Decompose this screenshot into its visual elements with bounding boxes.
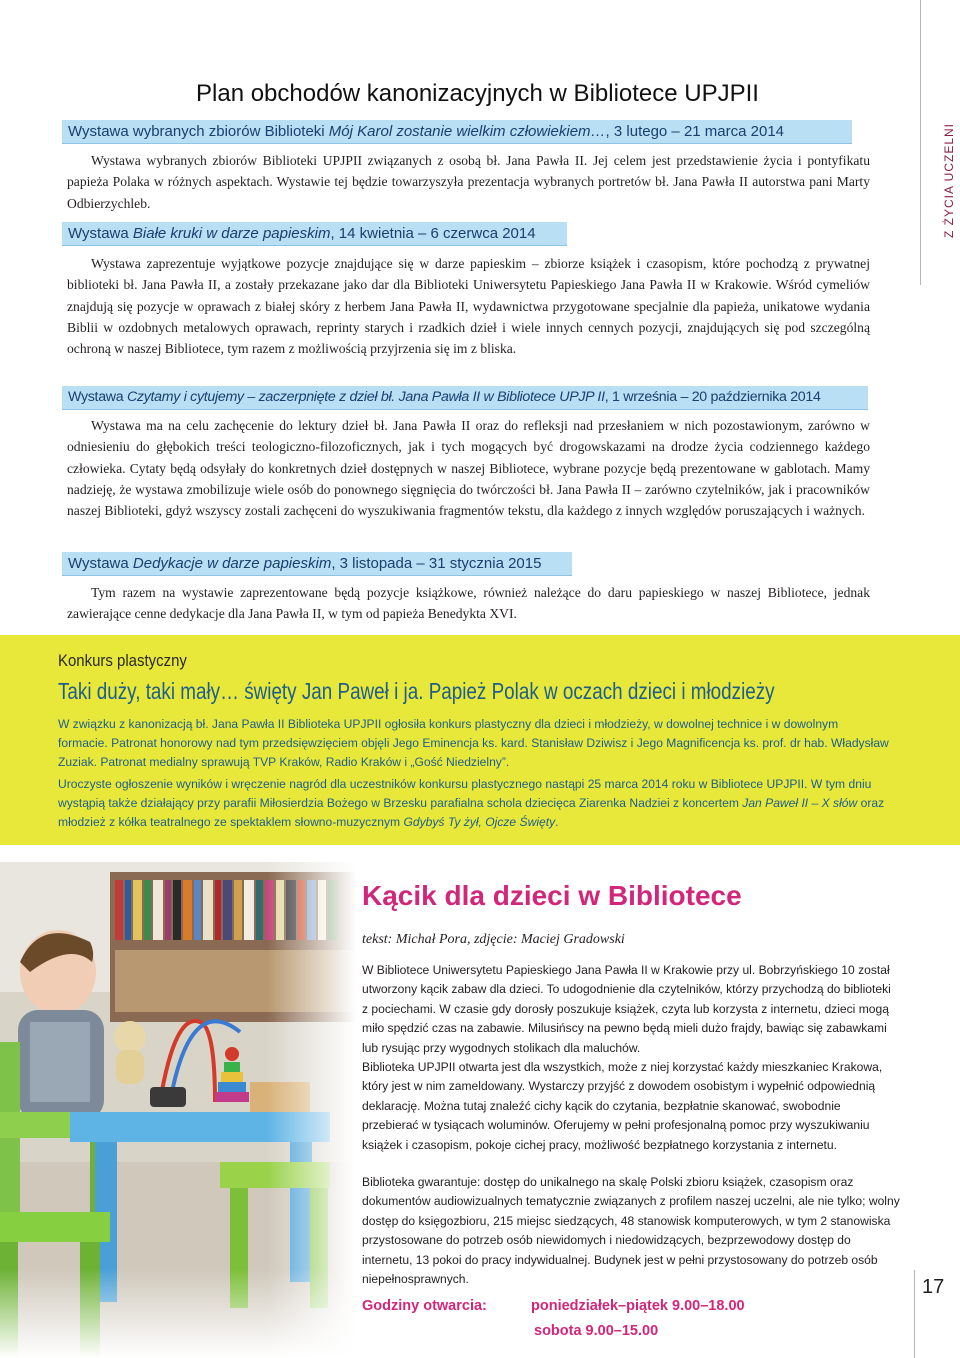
exhibition-heading-3-title: Czytamy i cytujemy – zaczerpnięte z dzieł bł. Jana Pawła II w Bibliotece UPJP II bbox=[126, 389, 605, 405]
section-side-label: Z ŻYCIA UCZELNI bbox=[942, 122, 956, 238]
exhibition-heading-2-pre: Wystawa bbox=[68, 225, 133, 242]
kids-paragraph-3: Biblioteka gwarantuje: dostęp do unikalnego na skalę Polski zbioru książek, czasopism oraz dokumentów audiowizualnych tematycznie związanych z profilem naszej uczelni, ale nie tylko; wolny dostęp do księgozbioru, 215 miejsc siedzących, 48 stanowisk komputerowych, w tym 2 stanowiska przystosowane do potrzeb osób niewidomych i niedowidzących, bezprzewodowy dostęp do internetu, 13 pokoi do pracy indywidualnej. Budynek jest w pełni przystosowany do potrzeb osób niepełnosprawnych. bbox=[362, 1175, 900, 1287]
page-number-rule bbox=[914, 1270, 915, 1358]
kids-corner-photo bbox=[0, 862, 356, 1358]
exhibition-text-1-body: Wystawa wybranych zbiorów Biblioteki UPJPII związanych z osobą bł. Jana Pawła II. Jej celem jest przedstawienie życia i pontyfikatu papieża Polaka w różnych aspektach. Wystawie tej będzie towarzyszyła prezentacja wybranych portretów bł. Jana Pawła II autorstwa pani Marty Odbierzychleb. bbox=[67, 153, 870, 211]
contest-paragraph-1: W związku z kanonizacją bł. Jana Pawła II Biblioteka UPJPII ogłosiła konkurs plastyczny dla dzieci i młodzieży, w dowolnej technice i w dowolnym formacie. Patronat honorowy nad tym przedsięwzięciem objęli Jego Eminencja ks. kard. Stanisław Dziwisz i Jego Magnificencja ks. prof. dr hab. Władysław Zuziak. Patronat medialny sprawują TVP Kraków, Radio Kraków i „Gość Niedzielny”. bbox=[58, 717, 889, 769]
contest-title: Taki duży, taki mały… święty Jan Paweł i ja. Papież Polak w oczach dzieci i młodzieży bbox=[58, 678, 775, 704]
exhibition-heading-3-pre: Wystawa bbox=[68, 389, 127, 405]
exhibition-heading-3-dates: , 1 września – 20 października 2014 bbox=[604, 389, 821, 405]
contest-p2-b: oraz młodzież z kółka teatralnego ze spektaklem słowno-muzycznym bbox=[58, 796, 885, 829]
exhibition-heading-4 bbox=[62, 552, 572, 576]
contest-concert-title: Jan Paweł II – X słów bbox=[742, 796, 858, 810]
kids-paragraph-1: W Bibliotece Uniwersytetu Papieskiego Jana Pawła II w Krakowie przy ul. Bobrzyńskiego 10 został utworzony kącik zabaw dla dzieci. To udogodnienie dla czytelników, którzy przychodzą do biblioteki z pociechami. W czasie gdy dorosły poszukuje książek, czyta lub korzysta z internetu, dzieci mogą miło spędzić czas na zabawie. Milusińscy na pewno będą mieli dużo frajdy, bawiąc się zabawkami lub rysując przy wygodnych stolikach dla maluchów. bbox=[362, 963, 891, 1055]
kids-paragraph-2: Biblioteka UPJPII otwarta jest dla wszystkich, może z niej korzystać każdy mieszkaniec Krakowa, który jest w nim zameldowany. Wystarczy przyjść z dowodem osobistym i wypełnić odpowiednią deklarację. Można tutaj znaleźć cichy kącik do czytania, bezpłatnie skanować, swobodnie przebierać w tysiącach woluminów. Oferujemy w pełni profesjonalną pomoc przy wyszukiwaniu książek i czasopism, pokoje cichej pracy, możliwość bezpłatnego korzystania z internetu. bbox=[362, 1060, 883, 1152]
page-title: Plan obchodów kanonizacyjnych w Bibliotece UPJPII bbox=[196, 80, 759, 107]
exhibition-heading-2-dates: , 14 kwietnia – 6 czerwca 2014 bbox=[330, 225, 536, 242]
opening-hours-label: Godziny otwarcia: bbox=[362, 1298, 487, 1314]
exhibition-text-3 bbox=[67, 415, 870, 521]
exhibition-heading-1-dates: , 3 lutego – 21 marca 2014 bbox=[605, 123, 785, 140]
kids-corner-title: Kącik dla dzieci w Bibliotece bbox=[362, 880, 742, 911]
exhibition-text-4-body: Tym razem na wystawie zaprezentowane będą pozycje książkowe, również należące do daru papieskiego w naszej Bibliotece, jednak zawierające cenne dedykacje dla Jana Pawła II, w tym od papieża Benedykta XVI. bbox=[67, 585, 870, 622]
exhibition-heading-1 bbox=[62, 120, 852, 144]
exhibition-heading-4-dates: , 3 listopada – 31 stycznia 2015 bbox=[331, 555, 542, 572]
exhibition-text-4 bbox=[67, 582, 870, 625]
exhibition-text-1 bbox=[67, 150, 870, 214]
exhibition-heading-4-title: Dedykacje w darze papieskim bbox=[132, 555, 332, 572]
exhibition-text-3-body: Wystawa ma na celu zachęcenie do lektury dzieł bł. Jana Pawła II oraz do refleksji nad przesłaniem w nich pozostawionym, zarówno w odniesieniu do głębokich treści teologiczno-filozoficznych, jak i tych mogących być drogowskazami na drodze życia codziennego każdego człowieka. Cytaty będą odsyłały do konkretnych dzieł dostępnych w naszej Bibliotece, wybrane pozycje będą prezentowane w gablotach. Mamy nadzieję, że wystawa zmobilizuje wiele osób do ponownego sięgnięcia do twórczości bł. Jana Pawła II – zarówno czytelników, jak i pracowników naszej Biblioteki, gdyż wszyscy zostali zachęceni do wyszukiwania fragmentów tekstu, dla każdego z innych względów poruszających i ważnych. bbox=[67, 418, 870, 519]
contest-p2-c: . bbox=[555, 815, 559, 829]
exhibition-heading-4-pre: Wystawa bbox=[68, 555, 133, 572]
contest-p2-a: Uroczyste ogłoszenie wyników i wręczenie nagród dla uczestników konkursu plastycznego nastąpi 25 marca 2014 roku w Bibliotece UPJPII. W tym dniu wystąpią także działający przy parafii Miłosierdzia Bożego w Brzesku parafialna schola dziecięca Ziarenka Nadziei z koncertem bbox=[58, 777, 872, 810]
exhibition-heading-3 bbox=[62, 386, 868, 410]
exhibition-text-2 bbox=[67, 253, 870, 359]
exhibition-text-2-body: Wystawa zaprezentuje wyjątkowe pozycje znajdujące się w darze papieskim – zbiorze książek i czasopism, które pochodzą z prywatnej biblioteki bł. Jana Pawła II, a zostały przekazane jako dar dla Biblioteki Uniwersytetu Papieskiego Jana Pawła II w Krakowie. Wśród cymeliów znajdują się pozycje w oprawach z białej skóry z herbem Jana Pawła II, wydawnictwa przygotowane specjalnie dla papieża, unikatowe wydania Biblii w ozdobnych metalowych oprawach, reprinty starych i rzadkich dzieł i wiele innych cennych pozycji, znajdujących się pod szczególną ochroną w naszej Bibliotece, tym razem z możliwością przyjrzenia się im z bliska. bbox=[67, 256, 870, 357]
exhibition-heading-2-title: Białe kruki w darze papieskim bbox=[132, 225, 331, 242]
opening-hours-weekdays: poniedziałek–piątek 9.00–18.00 bbox=[531, 1298, 745, 1314]
page-number: 17 bbox=[922, 1276, 945, 1298]
contest-label: Konkurs plastyczny bbox=[58, 651, 187, 670]
kids-corner-credit: tekst: Michał Pora, zdjęcie: Maciej Gradowski bbox=[362, 932, 625, 947]
contest-play-title: Gdybyś Ty żył, Ojcze Święty bbox=[403, 815, 556, 829]
exhibition-heading-1-title: Mój Karol zostanie wielkim człowiekiem… bbox=[328, 123, 606, 140]
opening-hours-saturday: sobota 9.00–15.00 bbox=[534, 1323, 659, 1339]
kids-corner-photo-illustration bbox=[0, 862, 356, 1358]
contest-paragraph-2 bbox=[58, 775, 890, 832]
exhibition-heading-2 bbox=[62, 222, 567, 246]
exhibition-heading-1-pre: Wystawa wybranych zbiorów Biblioteki bbox=[68, 123, 329, 140]
